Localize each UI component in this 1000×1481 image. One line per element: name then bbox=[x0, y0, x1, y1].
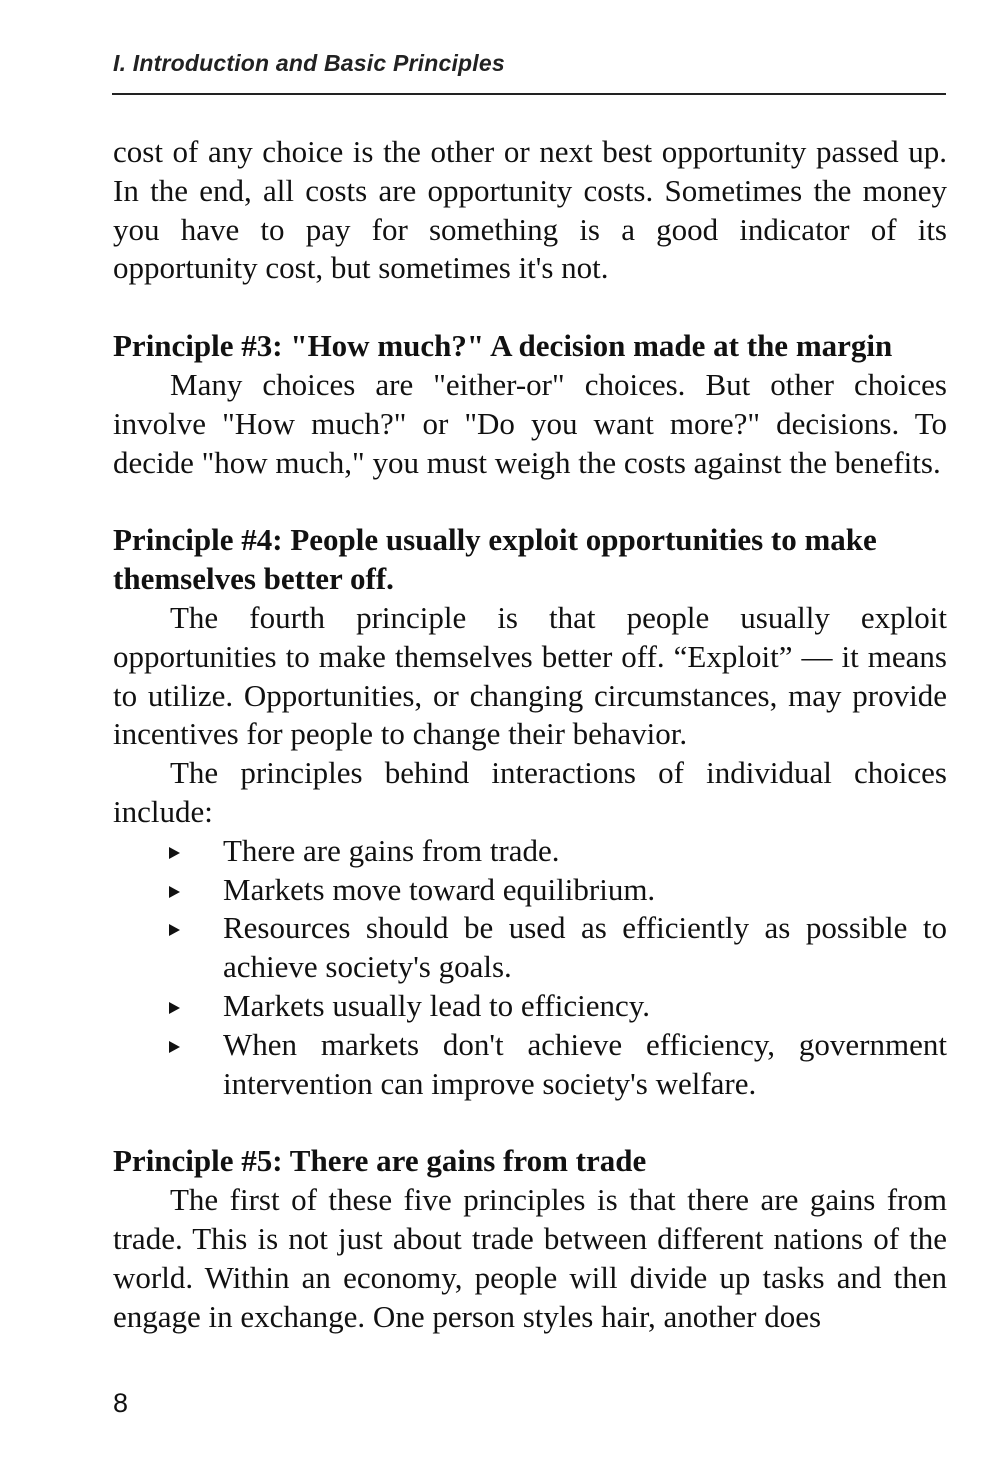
list-item bbox=[113, 871, 947, 910]
header-rule bbox=[112, 93, 946, 95]
principle-4-heading: Principle #4: People usually exploit opportunities to make themselves better off. bbox=[113, 522, 877, 597]
list-item-text: When markets don't achieve efficiency, government intervention can improve society's welfare. bbox=[223, 1026, 947, 1101]
list-item-text: Resources should be used as efficiently as possible to achieve society's goals. bbox=[223, 910, 947, 985]
principle-3-heading: Principle #3: "How much?" A decision made at the margin bbox=[113, 328, 893, 364]
bullet-arrow-icon bbox=[169, 886, 180, 898]
list-item bbox=[113, 987, 947, 1026]
page-number: 8 bbox=[113, 1388, 129, 1418]
running-header: I. Introduction and Basic Principles bbox=[113, 50, 505, 76]
list-item-text: Markets move toward equilibrium. bbox=[223, 871, 656, 907]
principles-list bbox=[113, 832, 947, 1104]
list-item bbox=[113, 1026, 947, 1104]
list-item-text: There are gains from trade. bbox=[223, 832, 560, 868]
bullet-arrow-icon bbox=[169, 1041, 180, 1053]
principle-5-paragraph: The first of these five principles is that there are gains from trade. This is not just about trade between different nations of the world. Within an economy, people will divide up tasks and then engage in exchange. One person styles hair, another does bbox=[113, 1182, 947, 1334]
intro-paragraph: cost of any choice is the other or next best opportunity passed up. In the end, all costs are opportunity costs. Sometimes the money you have to pay for something is a good indicator of its opportunity cost, but sometimes it's not. bbox=[113, 134, 947, 286]
principle-4-paragraph-2: The principles behind interactions of individual choices include: bbox=[113, 755, 947, 829]
principle-4-paragraph: The fourth principle is that people usually exploit opportunities to make themselves better off. “Exploit” — it means to utilize. Opportunities, or changing circumstances, may provide incentives for people to change their behavior. bbox=[113, 599, 947, 752]
list-item bbox=[113, 832, 947, 871]
bullet-arrow-icon bbox=[169, 847, 180, 859]
list-item-text: Markets usually lead to efficiency. bbox=[223, 987, 650, 1023]
page-body bbox=[113, 133, 947, 1336]
principle-5-heading: Principle #5: There are gains from trade bbox=[113, 1143, 647, 1179]
principle-3-paragraph: Many choices are "either-or" choices. But other choices involve "How much?" or "Do you want more?" decisions. To decide "how much," you must weigh the costs against the benefits. bbox=[113, 366, 947, 480]
bullet-arrow-icon bbox=[169, 1002, 180, 1014]
bullet-arrow-icon bbox=[169, 924, 180, 936]
list-item bbox=[113, 909, 947, 987]
